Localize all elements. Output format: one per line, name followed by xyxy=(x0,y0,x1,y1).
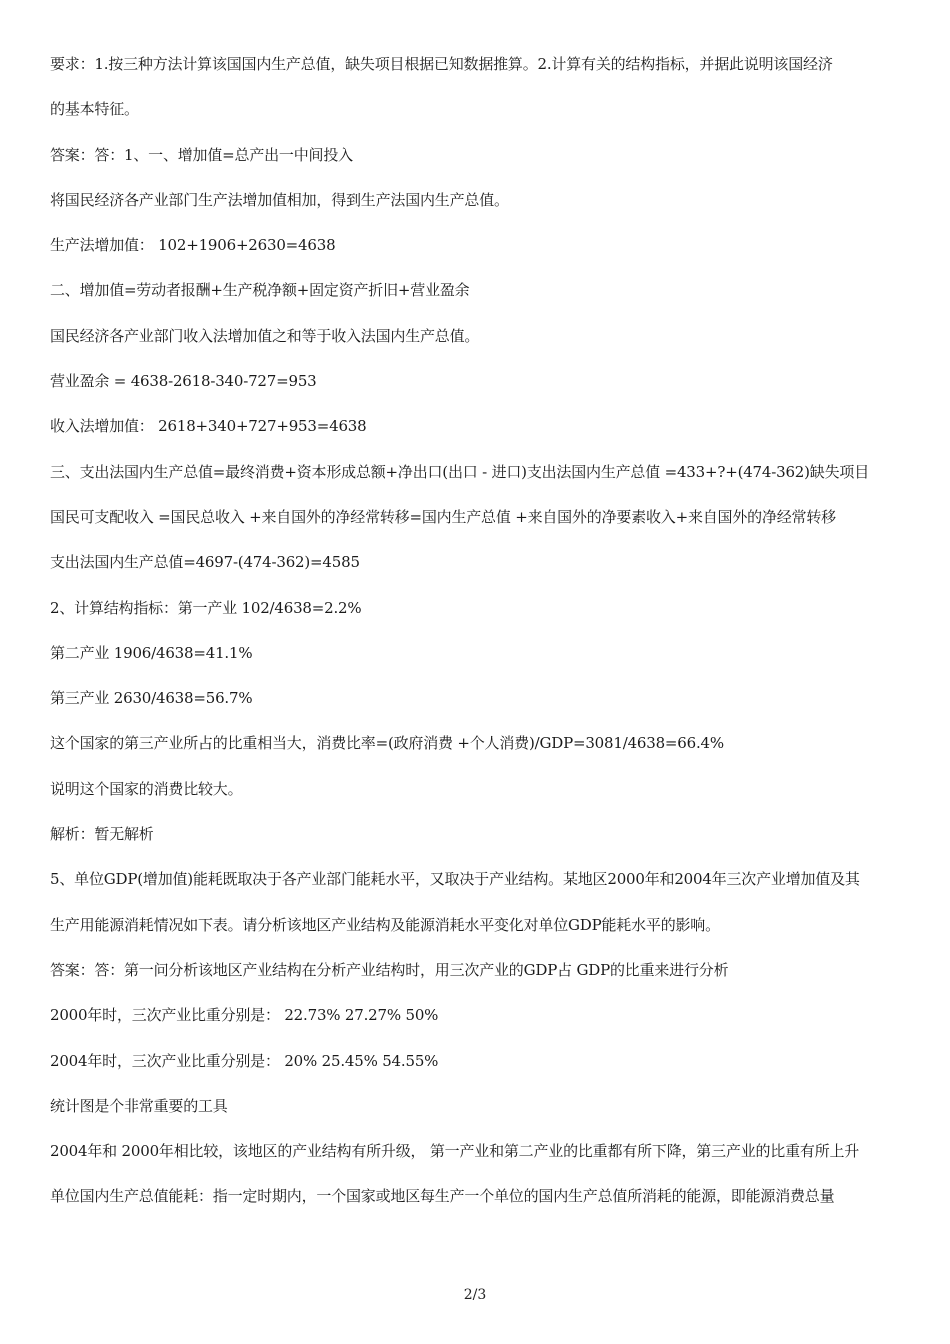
text-line: 生产法增加值： 102+1906+2630=4638 xyxy=(50,236,336,255)
text-line: 三、支出法国内生产总值=最终消费+资本形成总额+净出口(出口 - 进口)支出法国内生产总值 =433+?+(474-362)缺失项目 xyxy=(50,462,869,481)
text-line: 要求：1.按三种方法计算该国国内生产总值，缺失项目根据已知数据推算。2.计算有关的结构指标，并据此说明该国经济 xyxy=(50,55,833,73)
text-line: 说明这个国家的消费比较大。 xyxy=(50,779,243,798)
document-body xyxy=(50,53,910,1231)
text-line: 2004年和 2000年相比较，该地区的产业结构有所升级， 第一产业和第二产业的比重都有所下降，第三产业的比重有所上升 xyxy=(50,1142,860,1161)
text-line: 支出法国内生产总值=4697-(474-362)=4585 xyxy=(50,553,360,572)
text-line: 营业盈余 = 4638-2618-340-727=953 xyxy=(50,372,317,391)
text-line: 5、单位GDP(增加值)能耗既取决于各产业部门能耗水平，又取决于产业结构。某地区2000年和2004年三次产业增加值及其 xyxy=(50,870,860,889)
text-line: 二、增加值=劳动者报酬+生产税净额+固定资产折旧+营业盈余 xyxy=(50,281,470,300)
text-line: 解析：暂无解析 xyxy=(50,825,154,844)
text-line: 国民经济各产业部门收入法增加值之和等于收入法国内生产总值。 xyxy=(50,326,480,345)
page-number: 2/3 xyxy=(463,1287,487,1303)
text-line: 2、计算结构指标：第一产业 102/4638=2.2% xyxy=(50,598,362,617)
text-line: 单位国内生产总值能耗：指一定时期内，一个国家或地区每生产一个单位的国内生产总值所消耗的能源，即能源消费总量 xyxy=(50,1187,835,1206)
text-line: 第二产业 1906/4638=41.1% xyxy=(50,643,253,662)
text-line: 第三产业 2630/4638=56.7% xyxy=(50,689,253,708)
text-line: 答案：答：1、一、增加值=总产出一中间投入 xyxy=(50,145,353,164)
text-line: 生产用能源消耗情况如下表。请分析该地区产业结构及能源消耗水平变化对单位GDP能耗水平的影响。 xyxy=(50,915,720,934)
text-line: 2004年时，三次产业比重分别是： 20% 25.45% 54.55% xyxy=(50,1051,439,1070)
text-line: 统计图是个非常重要的工具 xyxy=(50,1096,228,1115)
text-line: 的基本特征。 xyxy=(50,100,139,119)
text-line: 收入法增加值： 2618+340+727+953=4638 xyxy=(50,417,367,436)
text-line: 将国民经济各产业部门生产法增加值相加，得到生产法国内生产总值。 xyxy=(50,190,509,209)
text-line: 国民可支配收入 =国民总收入 +来自国外的净经常转移=国内生产总值 +来自国外的净要素收入+来自国外的净经常转移 xyxy=(50,507,836,526)
text-line: 答案：答：第一问分析该地区产业结构在分析产业结构时，用三次产业的GDP占 GDP的比重来进行分析 xyxy=(50,960,729,979)
text-line: 2000年时，三次产业比重分别是： 22.73% 27.27% 50% xyxy=(50,1006,439,1025)
text-line: 这个国家的第三产业所占的比重相当大，消费比率=(政府消费 +个人消费)/GDP=3081/4638=66.4% xyxy=(50,734,724,753)
